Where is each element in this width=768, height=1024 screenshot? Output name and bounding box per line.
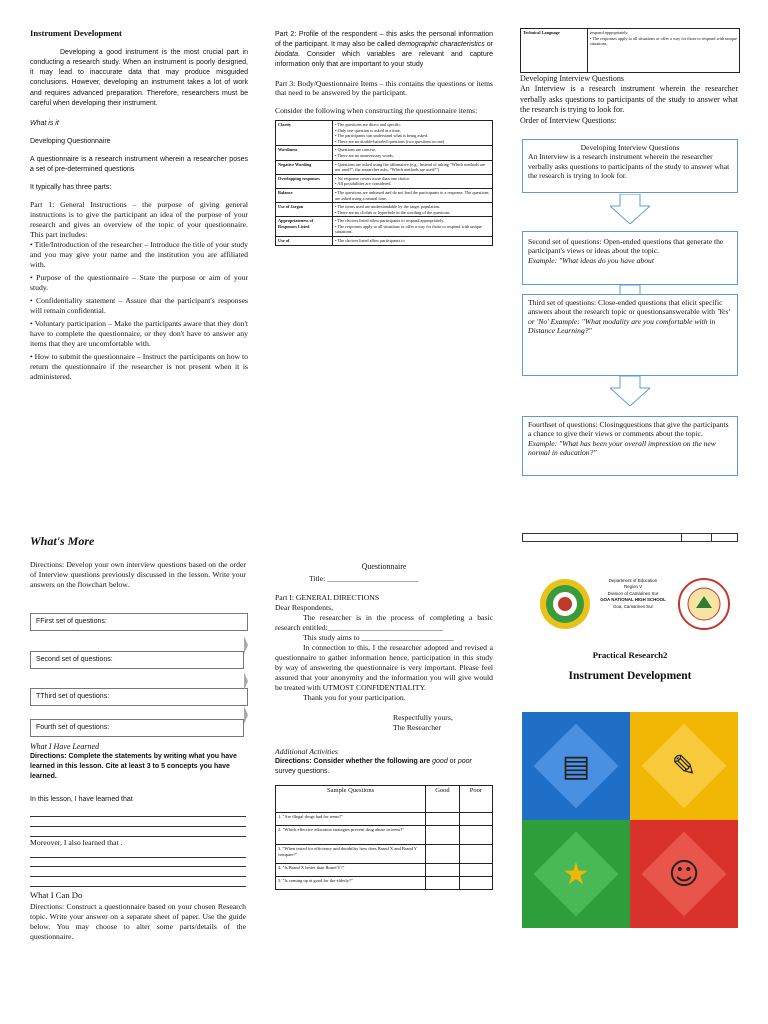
- panel-interview-questions: [520, 28, 738, 126]
- flow-box-first: [522, 139, 738, 193]
- additional-activities-directions: Directions: Consider whether the following are good or poor survey questions.: [275, 758, 472, 776]
- closing-respectfully: Respectfully yours,: [393, 713, 453, 722]
- flow-box-fourth-text: Fourthset of questions: Closingquestions that give the participants a chance to give their views or comments about the topic.: [528, 420, 729, 439]
- answer-line[interactable]: [30, 816, 246, 817]
- part2-description: Part 2: Profile of the respondent – this asks the personal information of the participant. It may also be called demographic characteristics or biodata. Consider which variables are relevant and capture information only that are important to your study: [275, 31, 493, 69]
- bullet-purpose: • Purpose of the questionnaire – State the purpose or aim of your study.: [30, 272, 248, 292]
- criteria-row: [276, 121, 493, 146]
- what-i-have-learned-title: What I Have Learned: [30, 742, 100, 751]
- panel1-title: Instrument Development: [30, 28, 122, 38]
- answer-box-fourth[interactable]: [30, 719, 244, 737]
- criteria-description: • No response covers more than one choice. • All possibilities are considered.: [333, 174, 493, 188]
- criteria-description: • The questions are unbiased and do not lead the participants to a response. The questions are asked using a neutral tone.: [333, 188, 493, 202]
- answer-line[interactable]: [30, 857, 246, 858]
- additional-activities-title: Additional Activities: [275, 747, 338, 756]
- cover-tile-red: [630, 820, 738, 928]
- school-location: Goa, Camarines Sur: [612, 603, 654, 609]
- part1-description: Part 1: General Instructions – the purpose of giving general instructions is to give the participant an idea of the purpose of your research and gives an overview of the topic of your questionnaire. This part includes:: [30, 199, 248, 239]
- sample-questions-table: [275, 785, 493, 890]
- criteria-row: [276, 188, 493, 202]
- good-cell[interactable]: [426, 826, 459, 845]
- sample-question-row: [276, 845, 493, 864]
- good-cell[interactable]: [426, 845, 459, 864]
- answer-arrow-1: [244, 636, 248, 654]
- answer-line[interactable]: [30, 866, 246, 867]
- connection-paragraph: In connection to this, I the researcher adopted and revised a questionnaire to gather information hence, participation in this study by way of answering the questionnaire is very important. Please feel assured that your anonymity and the information you will give would be treated with UTMOST CONFIDENTIALITY.: [275, 643, 493, 692]
- answer-line[interactable]: [30, 876, 246, 877]
- criteria-label: Negative Wording: [276, 160, 333, 174]
- criteria-description: • The choices listed allow participants to: [333, 236, 493, 245]
- order-label: Order of Interview Questions:: [520, 115, 617, 125]
- criteria-description: • The choices listed allow participants to respond appropriately. • The responses apply to all situations or offer a way for those to respond with unique situations.: [333, 217, 493, 237]
- header-sample-questions: Sample Questions: [276, 786, 426, 813]
- criteria-label: Appropriateness of Responses Listed: [276, 217, 333, 237]
- good-cell[interactable]: [426, 813, 459, 826]
- runner-icon: ★: [562, 856, 590, 892]
- poor-cell[interactable]: [459, 877, 492, 890]
- study-aims-paragraph: This study aims to ________________________: [303, 633, 454, 642]
- research-entitled-paragraph: The researcher is in the process of completing a basic research entitled:______________________________: [275, 613, 493, 632]
- school-header-text: [590, 578, 676, 610]
- closing-researcher: The Researcher: [393, 723, 442, 732]
- good-cell[interactable]: [426, 864, 459, 877]
- flow-arrow-3: [610, 376, 650, 406]
- general-directions-heading: Part I: GENERAL DIRECTIONS: [275, 593, 380, 602]
- strip-divider: [711, 534, 712, 542]
- questionnaire-heading: Questionnaire: [361, 562, 407, 571]
- subject-label: Practical Research2: [592, 650, 668, 660]
- developing-questionnaire-heading: Developing Questionnaire: [30, 137, 111, 145]
- interview-heading: Developing Interview Questions: [520, 74, 624, 83]
- sample-question-row: [276, 813, 493, 826]
- sample-question-text: 2. "Which effective education strategies prevent drug abuse in teens?": [276, 826, 426, 845]
- dear-respondents: Dear Respondents,: [275, 603, 334, 612]
- bullet-confidentiality: • Confidentiality statement – Assure that the participant's responses will remain confidential.: [30, 295, 248, 315]
- whats-more-directions: Directions: Develop your own interview questions based on the order of Interview questions previously discussed in the lesson. Write your answers on the flowchart below.: [30, 560, 246, 589]
- answer-box-fourth-label: Fourth set of questions:: [36, 724, 110, 731]
- flow-arrow-1: [610, 194, 650, 224]
- cover-tile-yellow: [630, 712, 738, 820]
- cover-tile-green: [522, 820, 630, 928]
- poor-cell[interactable]: [459, 826, 492, 845]
- technical-language-table: [520, 28, 740, 73]
- cover-tile-blue: [522, 712, 630, 820]
- sample-question-text: 4. "Is Brand X better than Brand Y?": [276, 864, 426, 877]
- flow-box-second-text: Second set of questions: Open-ended questions that generate the participant's views or ideas about the topic.: [528, 237, 724, 256]
- sample-question-row: [276, 877, 493, 890]
- answer-box-first[interactable]: [30, 613, 248, 631]
- criteria-label: Wordiness: [276, 146, 333, 160]
- criteria-row: [276, 236, 493, 245]
- criteria-description: • Questions are concise. • There are no unnecessary words.: [333, 146, 493, 160]
- panel-instrument-development: [30, 28, 248, 382]
- criteria-row: [276, 217, 493, 237]
- answer-box-third[interactable]: [30, 688, 248, 706]
- thank-you-line: Thank you for your participation.: [303, 693, 406, 702]
- criteria-row: [276, 203, 493, 217]
- division-seal-logo: [539, 578, 591, 630]
- sample-question-text: 5. "Is coming up at good for the elderly?": [276, 877, 426, 890]
- flow-box-fourth: [522, 416, 738, 476]
- bullet-submit: • How to submit the questionnaire – Instruct the participants on how to return the questionnaire if the researcher is not present when it is administered.: [30, 351, 248, 381]
- three-parts-label: It typically has three parts:: [30, 184, 112, 192]
- school-seal-logo: [678, 578, 730, 630]
- criteria-label: Use of Jargon: [276, 203, 333, 217]
- flow-box-first-text: An Interview is a research instrument wherein the researcher verbally asks questions to participants of the study to answer what the research is trying to look for.: [528, 152, 730, 181]
- criteria-description: • The questions are direct and specific. • Only one question is asked at a time. • The participants can understand what is being asked. • There are no double-barreled questions (two questions in one).: [333, 121, 493, 146]
- dept-label: Department of Education: [608, 578, 658, 583]
- school-name: GOA NATIONAL HIGH SCHOOL: [600, 597, 666, 603]
- panel-questionnaire-template: [275, 562, 493, 890]
- answer-arrow-3: [244, 706, 248, 724]
- can-do-directions: Directions: Construct a questionnaire based on your chosen Research topic. Write your answer on a separate sheet of paper. Use the guide below. You may choose to alter some parts/details of the questionnaire.: [30, 902, 246, 941]
- what-is-it-label: What is it: [30, 119, 59, 127]
- header-good: Good: [426, 786, 459, 813]
- criteria-row: [276, 146, 493, 160]
- interview-definition: An Interview is a research instrument wherein the researcher verbally asks questions to participants of the study to answer what the research is trying to look for.: [520, 84, 738, 115]
- questionnaire-title-field[interactable]: Title: ________________________: [309, 574, 419, 583]
- criteria-description: • The terms used are understandable by the target population. • There are no clichés or hyperbole in the wording of the questions: [333, 203, 493, 217]
- sample-question-text: 1. "Are illegal drugs bad for teens?": [276, 813, 426, 826]
- criteria-label: Overlapping responses: [276, 174, 333, 188]
- good-cell[interactable]: [426, 877, 459, 890]
- answer-box-second[interactable]: [30, 651, 244, 669]
- book-icon: ▤: [561, 748, 591, 784]
- poor-cell[interactable]: [459, 845, 492, 864]
- division-label: Division of Camarines Sur: [607, 590, 659, 596]
- flow-box-second-example: Example: "What ideas do you have about: [528, 255, 654, 265]
- flow-box-third-text: Third set of questions: Close-ended questions that elicit specific answers about the research topic or questionsanswerable with 'Yes' or 'No' Example: "What modality are you comfortable with in Distance Learning?": [528, 298, 731, 336]
- part3-description: Part 3: Body/Questionnaire Items – this contains the questions or items that need to be answered by the participant.: [275, 78, 493, 98]
- strip-divider: [681, 534, 682, 542]
- learned-statement-2: Moreover, I also learned that .: [30, 838, 123, 847]
- poor-cell[interactable]: [459, 813, 492, 826]
- criteria-row: [276, 160, 493, 174]
- answer-box-second-label: Second set of questions:: [36, 656, 113, 663]
- cover-top-strip: [522, 533, 738, 542]
- sample-question-row: [276, 826, 493, 845]
- poor-cell[interactable]: [459, 864, 492, 877]
- flow-box-first-title: Developing Interview Questions: [580, 143, 680, 152]
- criteria-description: • Questions are asked using the affirmative (e.g., Instead of asking "Which methods are not used?", the researcher asks, "Which methods are used?"): [333, 160, 493, 174]
- answer-line[interactable]: [30, 826, 246, 827]
- learned-directions: Directions: Complete the statements by writing what you have learned in this lesson. Cite at least 3 to 5 concepts you have learned.: [30, 753, 237, 781]
- header-poor: Poor: [459, 786, 492, 813]
- answer-box-third-label: TThird set of questions:: [36, 693, 110, 700]
- answer-line[interactable]: [30, 836, 246, 837]
- learned-statement-1: In this lesson, I have learned that: [30, 796, 133, 803]
- technical-language-label: Technical Language: [521, 29, 588, 73]
- flow-box-third: [522, 294, 738, 376]
- region-label: Region V: [623, 584, 643, 590]
- cover-title: Instrument Development: [568, 670, 692, 682]
- what-i-can-do-title: What I Can Do: [30, 890, 83, 900]
- criteria-row: [276, 174, 493, 188]
- technical-language-criteria: respond appropriately. • The responses apply to all situations or offer a way for those to respond with unique situations.: [588, 29, 740, 73]
- bullet-title: • Title/Introduction of the researcher – Introduce the title of your study and you may give your name and the institution you are affiliated with.: [30, 239, 248, 269]
- criteria-label: Balance: [276, 188, 333, 202]
- sample-question-row: [276, 864, 493, 877]
- flow-box-fourth-example: Example: "What has been your overall impression on the new normal in education?": [528, 438, 716, 458]
- whats-more-title: What's More: [30, 534, 95, 548]
- consider-label: Consider the following when constructing the questionnaire items:: [275, 106, 478, 116]
- flow-box-second: [522, 231, 738, 285]
- questionnaire-definition: A questionnaire is a research instrument wherein a researcher poses a set of pre-determined questions: [30, 156, 248, 174]
- criteria-table: [275, 120, 493, 245]
- answer-arrow-2: [244, 672, 248, 690]
- criteria-label: Use of: [276, 236, 333, 245]
- answer-box-first-label: FFirst set of questions:: [36, 618, 107, 625]
- sample-question-text: 3. "When tested for efficiency and durability how does Brand X and Brand Y compare?": [276, 845, 426, 864]
- criteria-label: Clarity: [276, 121, 333, 146]
- tools-icon: ✎: [671, 748, 697, 784]
- intro-paragraph: Developing a good instrument is the most crucial part in conducting a research study. When an instrument is poorly designed, it may lead to inaccurate data that may produce misguided conclusions. However, developing an instrument takes a lot of work and requires advanced preparation. Therefore, researchers must be careful when developing their instrument.: [30, 49, 248, 107]
- theater-masks-icon: ☺: [668, 856, 700, 892]
- answer-line[interactable]: [30, 886, 246, 887]
- panel-questionnaire-parts: [275, 30, 493, 246]
- bullet-voluntary: • Voluntary participation – Make the participants aware that they don't have to complete the questionnaire, or they don't have to answer any items that they are uncomfortable with.: [30, 318, 248, 348]
